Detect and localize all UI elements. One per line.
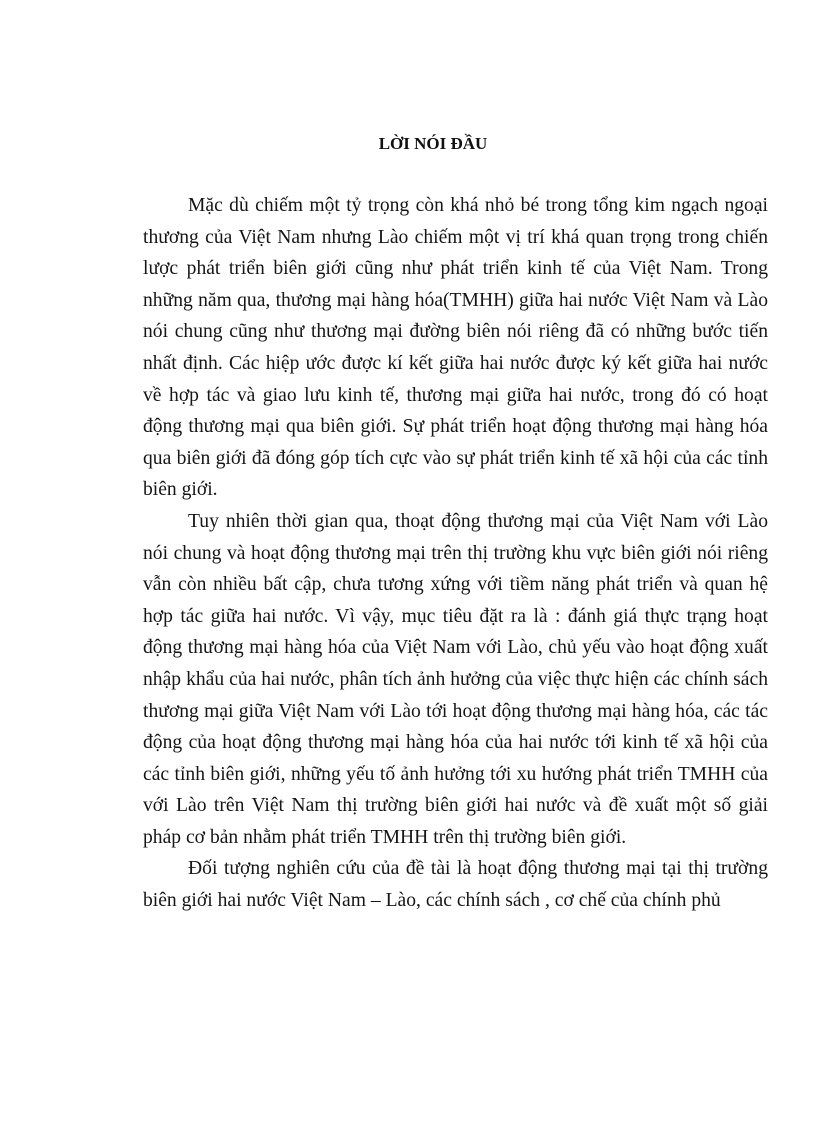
document-body <box>143 190 768 917</box>
page-title: LỜI NÓI ĐẦU <box>378 134 488 153</box>
paragraph-2: Tuy nhiên thời gian qua, thoạt động thương mại của Việt Nam với Lào nói chung và hoạt động thương mại trên thị trường khu vực biên giới nói riêng vẫn còn nhiều bất cập, chưa tương xứng với tiềm năng phát triển và quan hệ hợp tác giữa hai nước. Vì vậy, mục tiêu đặt ra là : đánh giá thực trạng hoạt động thương mại hàng hóa của Việt Nam với Lào, chủ yếu vào hoạt động xuất nhập khẩu của hai nước, phân tích ảnh hưởng của việc thực hiện các chính sách thương mại giữa Việt Nam với Lào tới hoạt động thương mại hàng hóa, các tác động của hoạt động thương mại hàng hóa của hai nước tới kinh tế xã hội của các tỉnh biên giới, những yếu tố ảnh hưởng tới xu hướng phát triển TMHH của với Lào trên Việt Nam thị trường biên giới hai nước và đề xuất một số giải pháp cơ bản nhằm phát triển TMHH trên thị trường biên giới. <box>143 510 768 848</box>
paragraph-1: Mặc dù chiếm một tỷ trọng còn khá nhỏ bé trong tổng kim ngạch ngoại thương của Việt Nam nhưng Lào chiếm một vị trí khá quan trọng trong chiến lược phát triển biên giới cũng như phát triển kinh tế của Việt Nam. Trong những năm qua, thương mại hàng hóa(TMHH) giữa hai nước Việt Nam và Lào nói chung cũng như thương mại đường biên nói riêng đã có những bước tiến nhất định. Các hiệp ước được kí kết giữa hai nước được ký kết giữa hai nước về hợp tác và giao lưu kinh tế, thương mại giữa hai nước, trong đó có hoạt động thương mại qua biên giới. Sự phát triển hoạt động thương mại hàng hóa qua biên giới đã đóng góp tích cực vào sự phát triển kinh tế xã hội của các tỉnh biên giới. <box>143 195 768 501</box>
paragraph-3: Đối tượng nghiên cứu của đề tài là hoạt động thương mại tại thị trường biên giới hai nước Việt Nam – Lào, các chính sách , cơ chế của chính phủ <box>143 858 768 912</box>
